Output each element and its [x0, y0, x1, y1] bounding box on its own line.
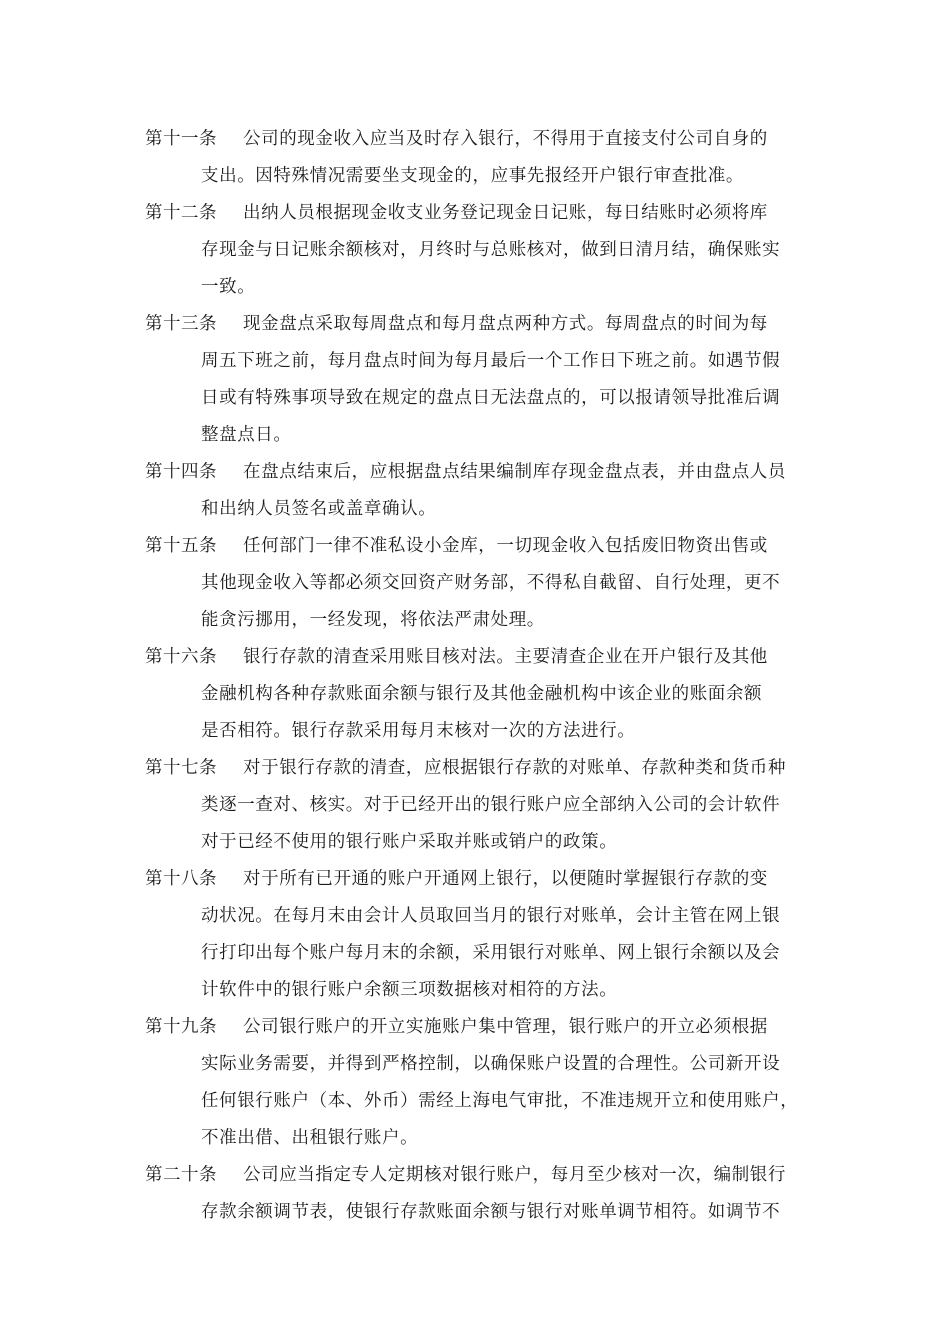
article-text-line: 在盘点结束后，应根据盘点结果编制库存现金盘点表，并由盘点人员 — [243, 462, 786, 482]
article-text-line: 实际业务需要，并得到严格控制，以确保账户设置的合理性。公司新开设 — [201, 1054, 781, 1074]
article-text-line: 不准出借、出租银行账户。 — [201, 1128, 419, 1148]
article-number: 第十九条 — [145, 1017, 217, 1037]
article-text-line: 金融机构各种存款账面余额与银行及其他金融机构中该企业的账面余额 — [201, 684, 763, 704]
article-text-line: 和出纳人员签名或盖章确认。 — [201, 499, 437, 519]
article-text-line: 任何银行账户（本、外币）需经上海电气审批，不准违规开立和使用账户， — [201, 1091, 799, 1111]
article-number: 第十六条 — [145, 647, 217, 667]
article-text-line: 整盘点日。 — [201, 425, 292, 445]
article-text-line: 动状况。在每月末由会计人员取回当月的银行对账单，会计主管在网上银 — [201, 906, 781, 926]
article-text-line: 类逐一查对、核实。对于已经开出的银行账户应全部纳入公司的会计软件 — [201, 795, 781, 815]
article-text-line: 支出。因特殊情况需要坐支现金的，应事先报经开户银行审查批准。 — [201, 166, 744, 186]
article-text-line: 计软件中的银行账户余额三项数据核对相符的方法。 — [201, 980, 618, 1000]
article-text-line: 银行存款的清查采用账目核对法。主要清查企业在开户银行及其他 — [243, 647, 768, 667]
article-text-line: 对于银行存款的清查，应根据银行存款的对账单、存款种类和货币种 — [243, 758, 786, 778]
article-text-line: 存现金与日记账余额核对，月终时与总账核对，做到日清月结，确保账实 — [201, 240, 781, 260]
article-body — [201, 861, 810, 1009]
article-number: 第十一条 — [145, 129, 217, 149]
article-number: 第十八条 — [145, 869, 217, 889]
article-body — [201, 528, 810, 639]
article-text-line: 任何部门一律不准私设小金库，一切现金收入包括废旧物资出售或 — [243, 536, 768, 556]
article-block — [145, 1009, 810, 1157]
article-text-line: 公司银行账户的开立实施账户集中管理，银行账户的开立必须根据 — [243, 1017, 768, 1037]
article-block — [145, 1157, 810, 1231]
article-body — [201, 750, 810, 861]
article-block — [145, 528, 810, 639]
article-text-line: 日或有特殊事项导致在规定的盘点日无法盘点的，可以报请领导批准后调 — [201, 388, 781, 408]
article-block — [145, 121, 810, 195]
article-body — [201, 1157, 810, 1231]
article-text-line: 公司的现金收入应当及时存入银行，不得用于直接支付公司自身的 — [243, 129, 768, 149]
article-number: 第十五条 — [145, 536, 217, 556]
article-body — [201, 195, 810, 306]
article-text-line: 其他现金收入等都必须交回资产财务部，不得私自截留、自行处理，更不 — [201, 573, 781, 593]
article-body — [201, 121, 810, 195]
article-number: 第十七条 — [145, 758, 217, 778]
article-body — [201, 639, 810, 750]
article-text-line: 存款余额调节表，使银行存款账面余额与银行对账单调节相符。如调节不 — [201, 1202, 781, 1222]
article-text-line: 对于已经不使用的银行账户采取并账或销户的政策。 — [201, 832, 618, 852]
article-text-line: 出纳人员根据现金收支业务登记现金日记账，每日结账时必须将库 — [243, 203, 768, 223]
article-body — [201, 306, 810, 454]
article-number: 第二十条 — [145, 1165, 217, 1185]
article-body — [201, 454, 810, 528]
article-text-line: 对于所有已开通的账户开通网上银行，以便随时掌握银行存款的变 — [243, 869, 768, 889]
article-number: 第十二条 — [145, 203, 217, 223]
article-block — [145, 195, 810, 306]
articles-list — [145, 121, 810, 1231]
article-block — [145, 861, 810, 1009]
article-text-line: 是否相符。银行存款采用每月末核对一次的方法进行。 — [201, 721, 636, 741]
article-block — [145, 306, 810, 454]
article-text-line: 周五下班之前，每月盘点时间为每月最后一个工作日下班之前。如遇节假 — [201, 351, 781, 371]
article-block — [145, 454, 810, 528]
article-text-line: 一致。 — [201, 277, 256, 297]
article-text-line: 现金盘点采取每周盘点和每月盘点两种方式。每周盘点的时间为每 — [243, 314, 768, 334]
article-number: 第十四条 — [145, 462, 217, 482]
article-block — [145, 639, 810, 750]
article-block — [145, 750, 810, 861]
article-number: 第十三条 — [145, 314, 217, 334]
article-text-line: 公司应当指定专人定期核对银行账户，每月至少核对一次，编制银行 — [243, 1165, 786, 1185]
article-text-line: 能贪污挪用，一经发现，将依法严肃处理。 — [201, 610, 545, 630]
article-body — [201, 1009, 810, 1157]
article-text-line: 行打印出每个账户每月末的余额，采用银行对账单、网上银行余额以及会 — [201, 943, 781, 963]
